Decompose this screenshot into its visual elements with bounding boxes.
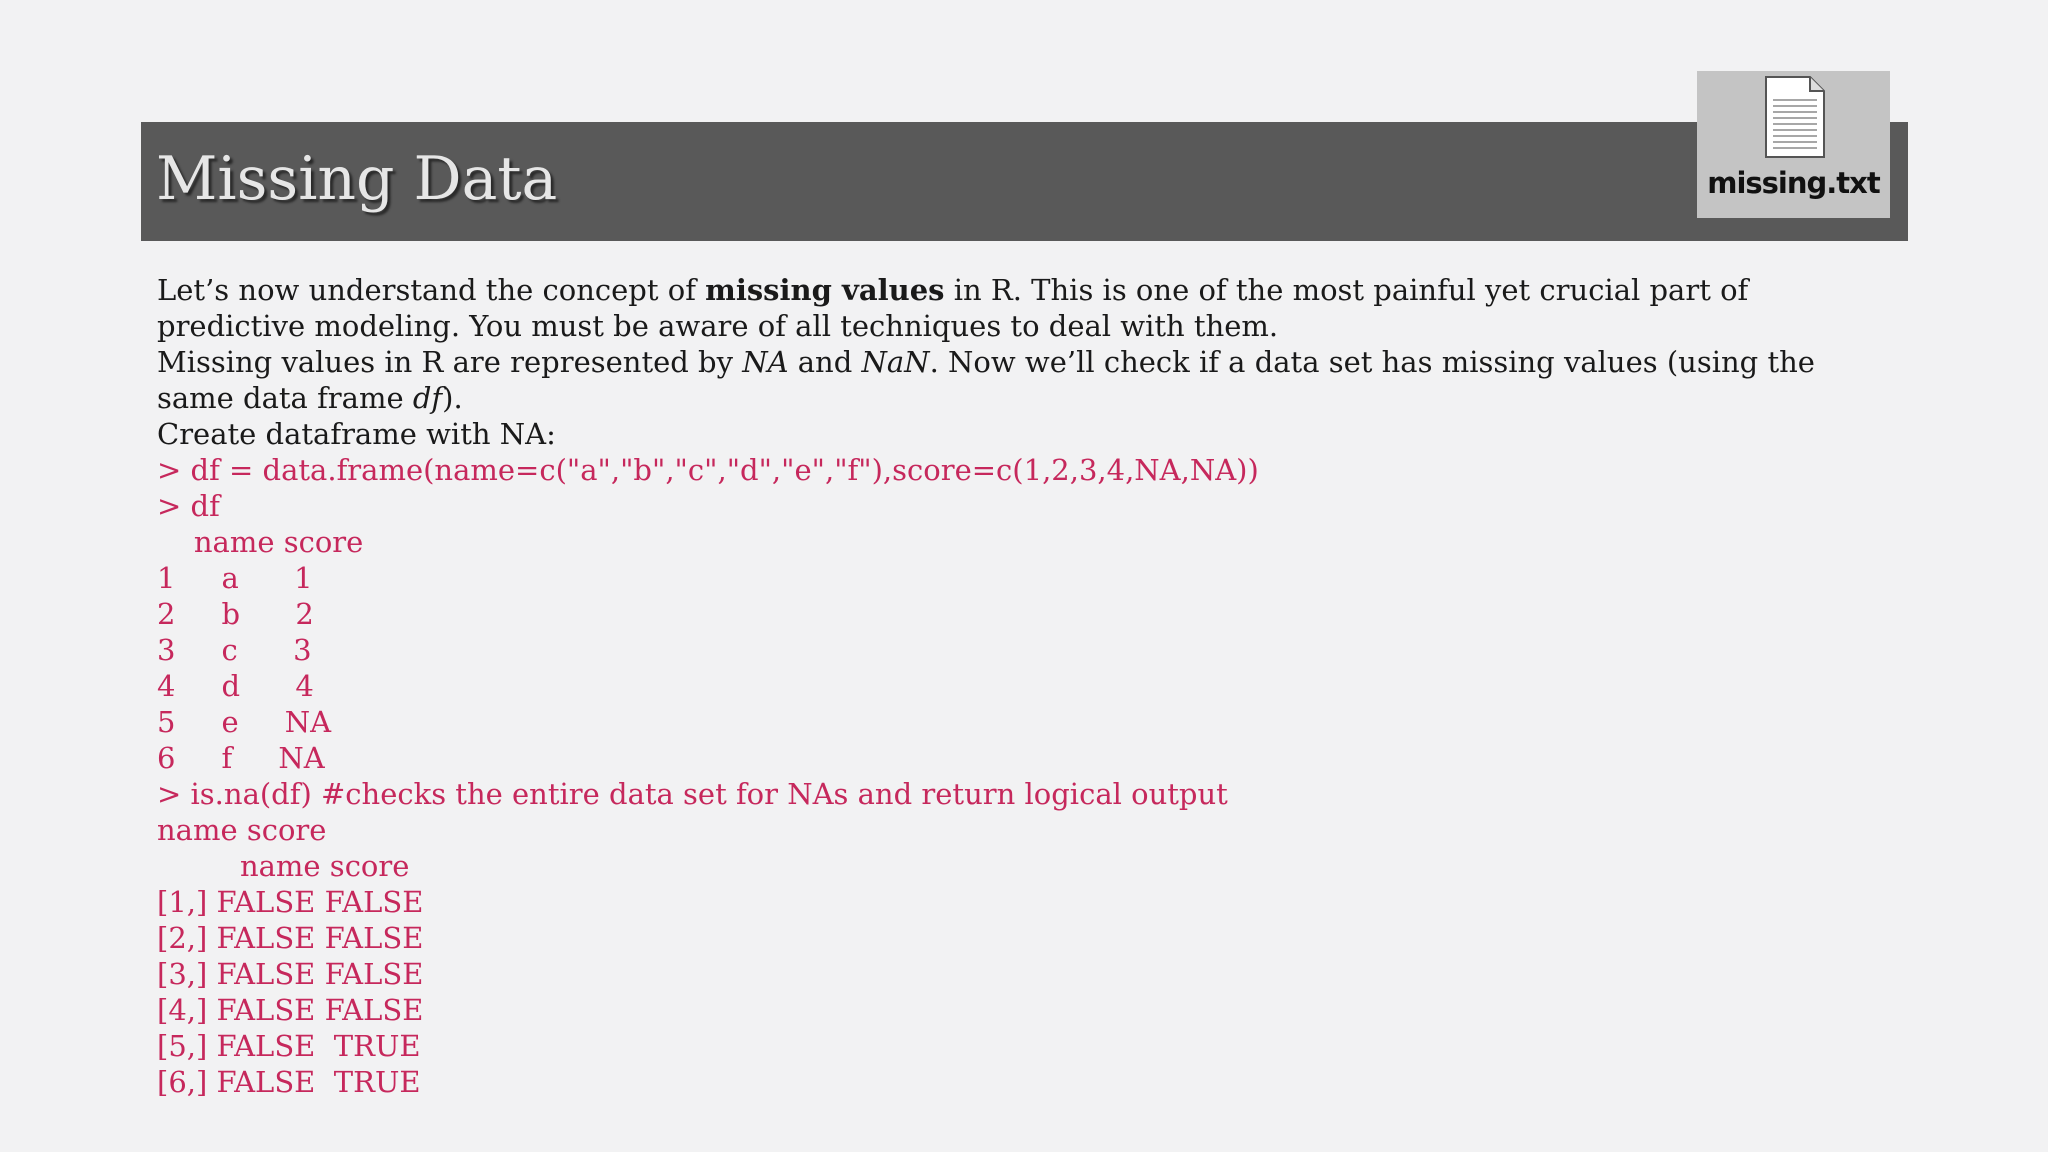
repr-text-rest: . Now we’ll check if a data set has missing values (using the same data frame <box>157 345 1815 415</box>
code-line: 4 d 4 <box>157 669 314 703</box>
code-line: name score <box>157 525 364 559</box>
repr-nan: NaN <box>861 345 930 379</box>
code-line: name score <box>157 849 410 883</box>
code-line: 2 b 2 <box>157 597 314 631</box>
intro-text-rest: in R. This is one of the most painful yet crucial part of predictive modeling. You must be aware of all techniques to deal with them. <box>157 273 1749 343</box>
attachment-missing-txt[interactable] <box>1697 71 1890 218</box>
code-line: 6 f NA <box>157 741 325 775</box>
code-block <box>157 452 1877 1100</box>
create-label: Create dataframe with NA: <box>157 417 556 451</box>
repr-and: and <box>788 345 862 379</box>
intro-text: Let’s now understand the concept of <box>157 273 706 307</box>
repr-end: ). <box>442 381 463 415</box>
code-line: > df = data.frame(name=c("a","b","c","d","e","f"),score=c(1,2,3,4,NA,NA)) <box>157 453 1259 487</box>
code-line: 1 a 1 <box>157 561 313 595</box>
repr-text: Missing values in R are represented by <box>157 345 743 379</box>
code-line: [1,] FALSE FALSE <box>157 885 424 919</box>
intro-paragraph <box>157 272 1877 344</box>
repr-na: NA <box>742 345 789 379</box>
representation-paragraph <box>157 344 1877 416</box>
code-line: [5,] FALSE TRUE <box>157 1029 421 1063</box>
code-line: name score <box>157 813 327 847</box>
code-line: > is.na(df) #checks the entire data set for NAs and return logical output <box>157 777 1228 811</box>
repr-df: df <box>412 381 443 415</box>
code-line: [6,] FALSE TRUE <box>157 1065 421 1099</box>
code-line: [4,] FALSE FALSE <box>157 993 424 1027</box>
slide-content <box>157 272 1877 1100</box>
code-line: 3 c 3 <box>157 633 312 667</box>
intro-bold-term: missing values <box>705 273 945 307</box>
text-file-icon <box>1764 76 1826 158</box>
attachment-filename: missing.txt <box>1707 166 1880 200</box>
slide-title: Missing Data <box>156 144 558 214</box>
code-line: [2,] FALSE FALSE <box>157 921 424 955</box>
code-line: 5 e NA <box>157 705 332 739</box>
code-line: > df <box>157 489 220 523</box>
code-line: [3,] FALSE FALSE <box>157 957 424 991</box>
